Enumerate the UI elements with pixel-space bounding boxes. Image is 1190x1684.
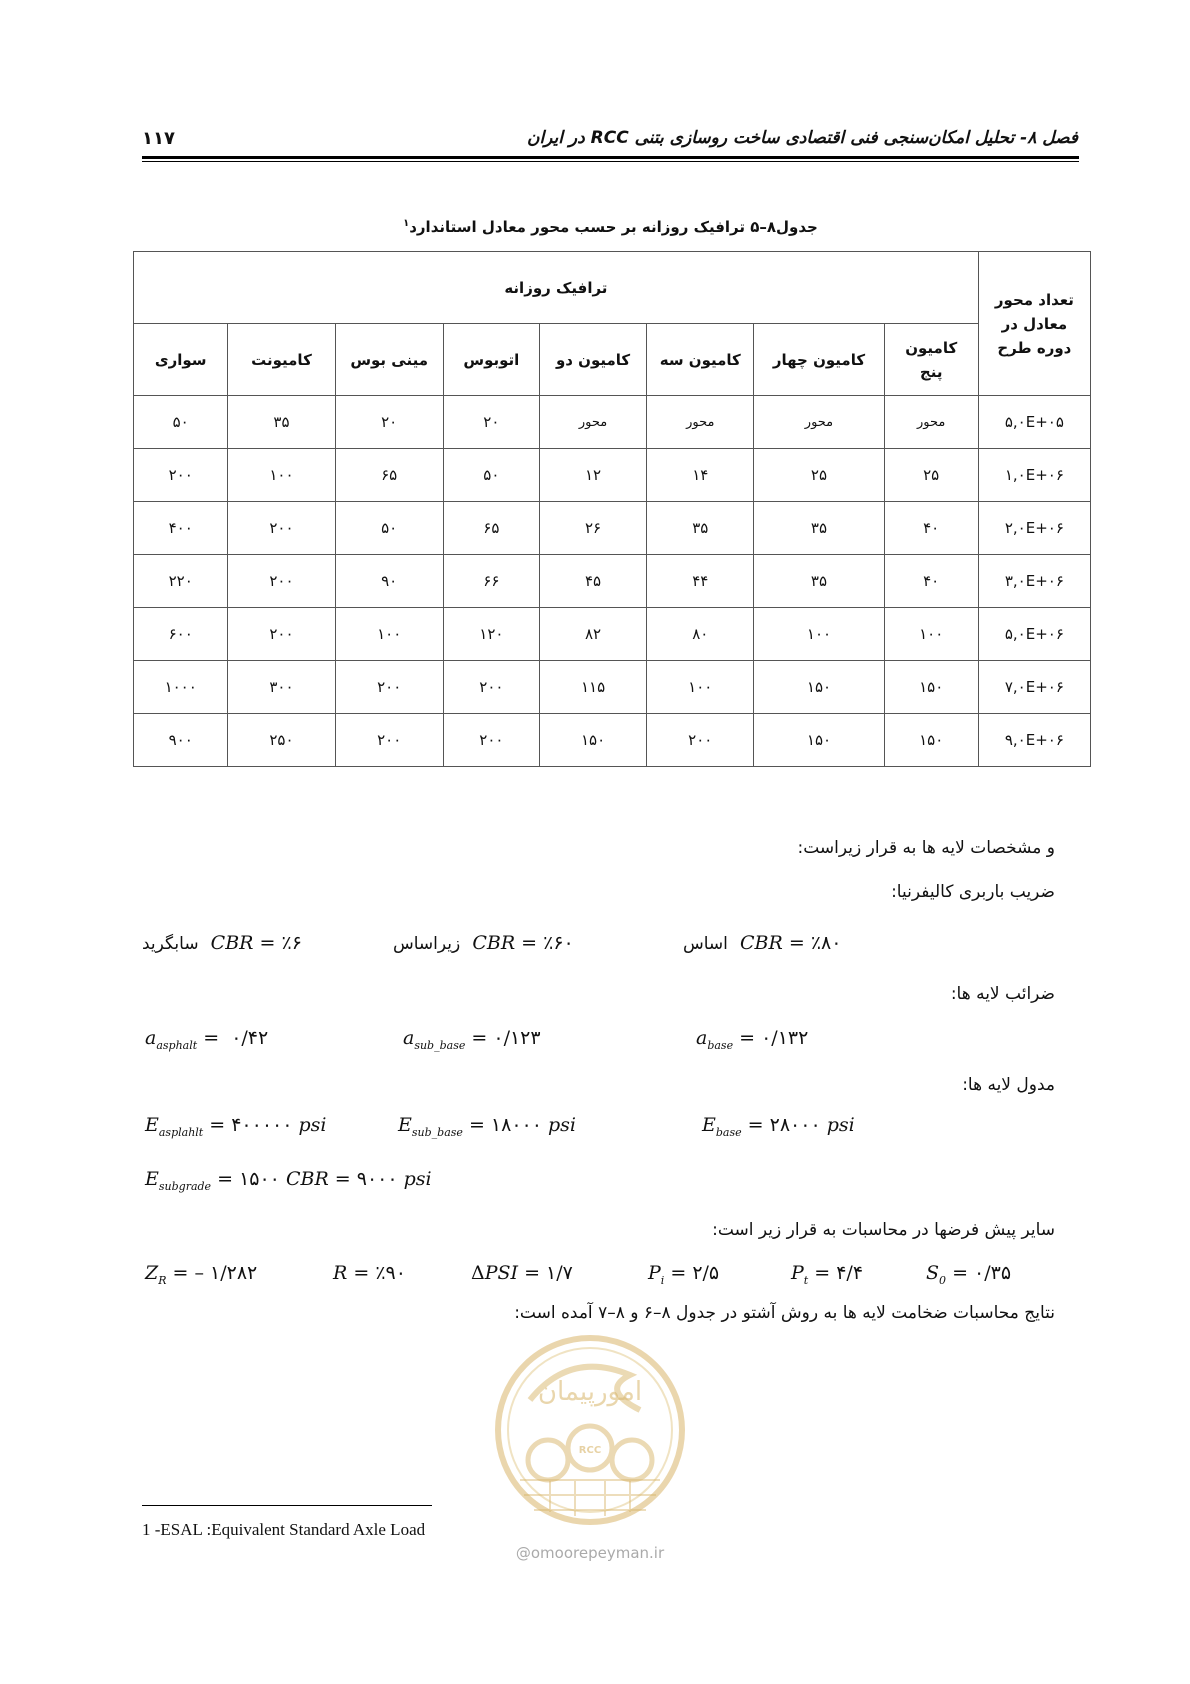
table-cell: ۴۰	[884, 502, 978, 555]
table-cell: ۵۰	[134, 396, 228, 449]
pi-formula: $P_i$ = ۲/۵	[648, 1262, 720, 1287]
table-row	[134, 661, 1091, 714]
dpsi-value: ۱/۷	[546, 1262, 573, 1284]
column-header: سواری	[134, 324, 228, 396]
table-cell: ۵۰	[335, 502, 443, 555]
table-cell: محور	[539, 396, 646, 449]
table-row	[134, 449, 1091, 502]
table-cell: ۱۰۰	[754, 608, 884, 661]
cbr-subbase-formula: زیراساس CBR = ٪۶۰	[393, 932, 574, 954]
table-cell: ۳۵	[647, 502, 754, 555]
modulus-heading: مدول لایه ها:	[962, 1075, 1055, 1095]
table-cell: ۲۰	[335, 396, 443, 449]
coef-base-value: ۰/۱۳۲	[761, 1027, 809, 1049]
esal-cell: ۷,۰E+۰۶	[978, 661, 1090, 714]
modulus-unit: psi	[826, 1114, 855, 1136]
omoorepeyman-watermark-logo	[490, 1330, 690, 1562]
cbr-subgrade-value: ٪۶	[281, 932, 302, 954]
column-header: کامیون سه	[647, 324, 754, 396]
table-cell: ۲۰۰	[335, 714, 443, 767]
table-cell: ۱۰۰	[228, 449, 335, 502]
table-cell: ۶۵	[335, 449, 443, 502]
esal-cell: ۵,۰E+۰۵	[978, 396, 1090, 449]
esal-cell: ۵,۰E+۰۶	[978, 608, 1090, 661]
reliability-formula: R = ٪۹۰	[333, 1262, 406, 1284]
zr-formula: $Z_R$ = – ۱/۲۸۲	[145, 1262, 258, 1287]
modulus-unit: psi	[403, 1168, 432, 1190]
table-cell: ۲۰۰	[335, 661, 443, 714]
esal-cell: ۹,۰E+۰۶	[978, 714, 1090, 767]
coef-subbase-value: ۰/۱۲۳	[493, 1027, 541, 1049]
table-cell: ۱۰۰	[335, 608, 443, 661]
watermark-gear-label: RCC	[578, 1445, 602, 1456]
table-cell: ۱۴	[647, 449, 754, 502]
modulus-base-value: ۲۸۰۰۰	[769, 1114, 821, 1136]
zr-value: – ۱/۲۸۲	[194, 1262, 258, 1284]
table-row	[134, 502, 1091, 555]
table-cell: ۲۲۰	[134, 555, 228, 608]
esal-cell: ۳,۰E+۰۶	[978, 555, 1090, 608]
running-header-title: فصل ۸- تحلیل امکان‌سنجی فنی اقتصادی ساخت روسازی بتنی RCC در ایران	[526, 128, 1078, 148]
table-cell: ۱۵۰	[884, 661, 978, 714]
reliability-value: ٪۹۰	[375, 1262, 406, 1284]
table-cell: ۲۰۰	[443, 714, 539, 767]
cbr-base-formula: اساس CBR = ٪۸۰	[683, 932, 842, 954]
table-cell: ۳۵	[754, 555, 884, 608]
table-cell: ۲۰۰	[228, 555, 335, 608]
table-cell: ۲۰	[443, 396, 539, 449]
table-cell: ۱۰۰	[884, 608, 978, 661]
traffic-table-body	[134, 396, 1091, 767]
table-cell: ۴۰۰	[134, 502, 228, 555]
vehicle-header-row	[134, 324, 1091, 396]
pt-formula: $P_t$ = ۴/۴	[791, 1262, 864, 1287]
modulus-unit: psi	[547, 1114, 576, 1136]
pi-value: ۲/۵	[692, 1262, 720, 1284]
s0-value: ۰/۳۵	[974, 1262, 1012, 1284]
esal-cell: ۱,۰E+۰۶	[978, 449, 1090, 502]
table-cell: ۶۵	[443, 502, 539, 555]
assumptions-heading: سایر پیش فرضها در محاسبات به قرار زیر است:	[712, 1220, 1055, 1240]
daily-traffic-group-header: ترافیک روزانه	[134, 252, 979, 324]
table-cell: ۲۶	[539, 502, 646, 555]
table-cell: ۴۵	[539, 555, 646, 608]
header-rule-thin	[142, 161, 1079, 162]
table-cell: ۳۵	[228, 396, 335, 449]
table-cell: ۴۴	[647, 555, 754, 608]
cbr-base-value: ٪۸۰	[810, 932, 842, 954]
table-cell: ۱۲	[539, 449, 646, 502]
cbr-subbase-label: زیراساس	[393, 934, 461, 954]
coef-subbase-formula: $a_{sub\_base}$ = ۰/۱۲۳	[403, 1027, 541, 1052]
traffic-table	[133, 251, 1091, 767]
table-cell: محور	[647, 396, 754, 449]
table-cell: ۱۵۰	[539, 714, 646, 767]
footnote: 1 -ESAL :Equivalent Standard Axle Load	[142, 1520, 426, 1539]
coef-asphalt-value: ۰/۴۲	[231, 1027, 269, 1049]
table-row	[134, 396, 1091, 449]
table-cell: ۲۵	[754, 449, 884, 502]
table-cell: ۳۵	[754, 502, 884, 555]
table-cell: ۱۰۰	[647, 661, 754, 714]
footnote-rule	[142, 1505, 432, 1506]
cbr-subbase-value: ٪۶۰	[543, 932, 574, 954]
table-row	[134, 608, 1091, 661]
table-cell: ۱۵۰	[754, 661, 884, 714]
table-cell: ۲۰۰	[443, 661, 539, 714]
table-cell: ۲۵	[884, 449, 978, 502]
table-cell: محور	[754, 396, 884, 449]
esal-cell: ۲,۰E+۰۶	[978, 502, 1090, 555]
table-cell: ۸۲	[539, 608, 646, 661]
modulus-subbase-formula: $E_{sub\_base}$ = ۱۸۰۰۰ psi	[398, 1114, 576, 1139]
watermark-url: @omoorepeyman.ir	[515, 1544, 665, 1562]
table-cell: ۲۰۰	[228, 608, 335, 661]
table-cell: ۴۰	[884, 555, 978, 608]
column-header: کامیون چهار	[754, 324, 884, 396]
table-cell: ۹۰۰	[134, 714, 228, 767]
table-cell: ۹۰	[335, 555, 443, 608]
column-header: اتوبوس	[443, 324, 539, 396]
table-cell: ۲۰۰	[134, 449, 228, 502]
layers-intro-text: و مشخصات لایه ها به قرار زیراست:	[797, 838, 1055, 858]
cbr-subgrade-label: سابگرید	[142, 934, 199, 954]
table-cell: ۶۶	[443, 555, 539, 608]
column-header: کامیون پنج	[884, 324, 978, 396]
table-cell: ۲۰۰	[647, 714, 754, 767]
modulus-asphalt-formula: $E_{asplahlt}$ = ۴۰۰۰۰۰ psi	[145, 1114, 327, 1139]
table-cell: ۱۰۰۰	[134, 661, 228, 714]
modulus-unit: psi	[298, 1114, 327, 1136]
modulus-asphalt-value: ۴۰۰۰۰۰	[231, 1114, 293, 1136]
table-cell: ۲۰۰	[228, 502, 335, 555]
column-header: کامیون دو	[539, 324, 646, 396]
cbr-heading: ضریب باربری کالیفرنیا:	[891, 882, 1055, 902]
table-cell: محور	[884, 396, 978, 449]
table-cell: ۱۵۰	[754, 714, 884, 767]
pt-value: ۴/۴	[836, 1262, 864, 1284]
table-cell: ۵۰	[443, 449, 539, 502]
watermark-script-text: امورپیمان	[537, 1377, 643, 1407]
table-caption-text: جدول۸–۵ ترافیک روزانه بر حسب محور معادل استاندارد	[409, 218, 818, 236]
table-cell: ۸۰	[647, 608, 754, 661]
esal-column-header: تعداد محور معادل در دوره طرح	[978, 252, 1090, 396]
modulus-subgrade-factor: ۱۵۰۰	[239, 1168, 280, 1190]
caption-footnote-mark: ۱	[403, 218, 410, 229]
page-number: ۱۱۷	[142, 128, 175, 149]
table-cell: ۳۰۰	[228, 661, 335, 714]
table-cell: ۱۱۵	[539, 661, 646, 714]
modulus-base-formula: $E_{base}$ = ۲۸۰۰۰ psi	[702, 1114, 855, 1139]
table-row	[134, 555, 1091, 608]
coef-base-formula: $a_{base}$ = ۰/۱۳۲	[696, 1027, 809, 1052]
modulus-subgrade-formula: $E_{subgrade}$ = ۱۵۰۰ CBR = ۹۰۰۰ psi	[145, 1168, 432, 1193]
table-cell: ۲۵۰	[228, 714, 335, 767]
column-header: کامیونت	[228, 324, 335, 396]
modulus-subbase-value: ۱۸۰۰۰	[490, 1114, 542, 1136]
dpsi-formula: ΔPSI = ۱/۷	[471, 1262, 573, 1284]
s0-formula: $S_0$ = ۰/۳۵	[926, 1262, 1012, 1287]
column-header: مینی بوس	[335, 324, 443, 396]
coefficients-heading: ضرائب لایه ها:	[950, 984, 1055, 1004]
table-row	[134, 714, 1091, 767]
header-rule-thick	[142, 156, 1079, 159]
coef-asphalt-formula: $a_{asphalt}$ = ۰/۴۲	[145, 1027, 269, 1052]
cbr-base-label: اساس	[683, 934, 728, 954]
modulus-subgrade-value: ۹۰۰۰	[356, 1168, 398, 1190]
cbr-subgrade-formula: سابگرید CBR = ٪۶	[142, 932, 302, 954]
results-line: نتایج محاسبات ضخامت لایه ها به روش آشتو در جدول ۸–۶ و ۸–۷ آمده است:	[514, 1303, 1055, 1323]
table-cell: ۶۰۰	[134, 608, 228, 661]
table-caption	[142, 218, 1079, 236]
table-cell: ۱۵۰	[884, 714, 978, 767]
table-cell: ۱۲۰	[443, 608, 539, 661]
